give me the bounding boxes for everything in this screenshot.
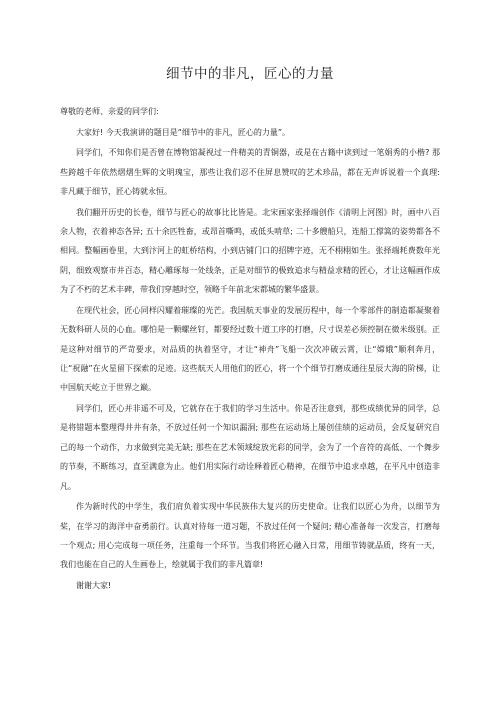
document-page [60, 62, 440, 597]
page-title: 细节中的非凡，匠心的力量 [166, 66, 334, 82]
paragraph-modern: 在现代社会，匠心同样闪耀着璀璨的光芒。我国航天事业的发展历程中，每一个零部件的制造都凝聚着无数科研人员的心血。哪怕是一颗螺丝钉，都要经过数十道工序的打磨，尺寸误差必须控制在微米级别。正是这种对细节的严苛要求，对品质的执着坚守，才让“神舟”飞船一次次冲破云霄，让“嫦娥”顺利奔月，让“祝融”在火星留下探索的足迹。这些航天人用他们的匠心，将一个个细节打磨成通往星辰大海的阶梯，让中国航天屹立于世界之巅。 [60, 305, 440, 393]
greeting: 尊敬的老师、亲爱的同学们: [60, 107, 159, 116]
paragraph-history: 我们翻开历史的长卷，细节与匠心的故事比比皆是。北宋画家张择端创作《清明上河图》时，画中八百余人物，衣着神态各异; 五十余匹牲畜，或昂首嘶鸣，或低头啃草; 二十多艘船只，连船工撑篙的姿势都各不相同。整幅画卷里，大到汴河上的虹桥结构，小到店铺门口的招牌字迹，无不栩栩如生。张择端耗费数年光阴，细致观察市井百态，精心雕琢每一处线条，正是对细节的极致追求与精益求精的匠心，才让这幅画作成为了不朽的艺术丰碑，带我们穿越时空，领略千年前北宋都城的繁华盛景。 [60, 207, 440, 295]
paragraph-opening: 大家好! 今天我演讲的题目是“细节中的非凡，匠心的力量”。 [76, 127, 291, 137]
paragraph-introduction: 同学们，不知你们是否曾在博物馆凝视过一件精美的青铜器，或是在古籍中读到过一笔娟秀的小楷? 那些跨越千年依然熠熠生辉的文明瑰宝，那些让我们忍不住屏息赞叹的艺术珍品，都在无声诉说着一个真理: 非凡藏于细节，匠心铸就永恒。 [60, 148, 440, 196]
paragraph-closing: 谢谢大家! [76, 581, 112, 591]
paragraph-call-to-action: 作为新时代的中学生，我们肩负着实现中华民族伟大复兴的历史使命。让我们以匠心为舟，以细节为桨，在学习的海洋中奋勇前行。认真对待每一道习题，不放过任何一个疑问; 精心准备每一次发言，打磨每一个观点; 用心完成每一项任务，注重每一个环节。当我们将匠心融入日常，用细节铸就品质，终有一天，我们也能在自己的人生画卷上，绘就属于我们的非凡篇章! [60, 502, 440, 570]
paragraph-student-life: 同学们，匠心并非遥不可及，它就存在于我们的学习生活中。你是否注意到，那些成绩优异的同学，总是将错题本整理得井井有条，不放过任何一个知识漏洞; 那些在运动场上屡创佳绩的运动员，会反复研究自己的每一个动作，力求做到完美无缺; 那些在艺术领域绽放光彩的同学，会为了一个音符的高低、一个舞步的节奏，不断练习，直至满意为止。他们用实际行动诠释着匠心精神，在细节中追求卓越，在平凡中创造非凡。 [60, 404, 440, 491]
